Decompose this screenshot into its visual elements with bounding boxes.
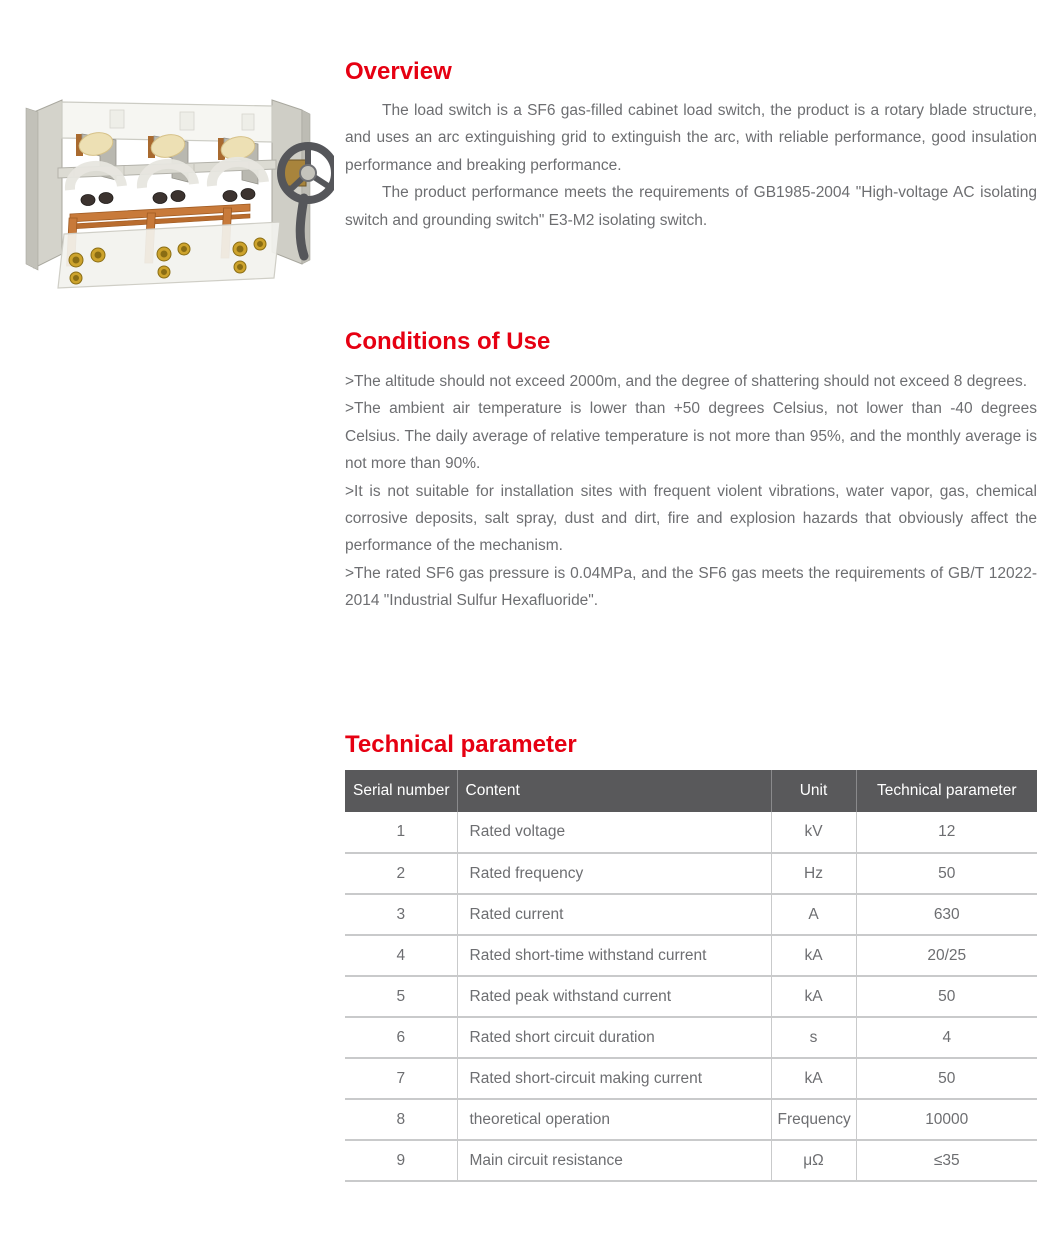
table-cell: theoretical operation bbox=[457, 1099, 771, 1140]
table-cell: Frequency bbox=[771, 1099, 856, 1140]
table-cell: A bbox=[771, 894, 856, 935]
table-cell: Rated voltage bbox=[457, 812, 771, 853]
table-cell: Rated peak withstand current bbox=[457, 976, 771, 1017]
table-cell: 5 bbox=[345, 976, 457, 1017]
conditions-text bbox=[345, 368, 1037, 615]
table-cell: 6 bbox=[345, 1017, 457, 1058]
table-row bbox=[345, 853, 1037, 894]
table-cell: 50 bbox=[856, 853, 1037, 894]
table-cell: kA bbox=[771, 1058, 856, 1099]
condition-item: >The rated SF6 gas pressure is 0.04MPa, and the SF6 gas meets the requirements of GB/T 12022-2014 "Industrial Sulfur Hexafluoride". bbox=[345, 564, 1037, 610]
table-cell: Rated short-circuit making current bbox=[457, 1058, 771, 1099]
overview-paragraph: The load switch is a SF6 gas-filled cabinet load switch, the product is a rotary blade structure, and uses an arc extinguishing grid to extinguish the arc, with reliable performance, good insulation performance and breaking performance. bbox=[345, 102, 1037, 174]
overview-title: Overview bbox=[345, 58, 452, 85]
header-content: Content bbox=[457, 770, 771, 812]
table-cell: kA bbox=[771, 976, 856, 1017]
table-row bbox=[345, 1017, 1037, 1058]
table-header-row bbox=[345, 770, 1037, 812]
table-cell: 1 bbox=[345, 812, 457, 853]
table-cell: Hz bbox=[771, 853, 856, 894]
table-cell: 10000 bbox=[856, 1099, 1037, 1140]
table-row bbox=[345, 812, 1037, 853]
table-row bbox=[345, 1058, 1037, 1099]
header-technical-parameter: Technical parameter bbox=[856, 770, 1037, 812]
header-serial-number: Serial number bbox=[345, 770, 457, 812]
overview-text bbox=[345, 97, 1037, 234]
condition-item: >The ambient air temperature is lower than +50 degrees Celsius, not lower than -40 degrees Celsius. The daily average of relative temperature is not more than 95%, and the monthly average is not more than 90%. bbox=[345, 400, 1037, 473]
table-cell: 12 bbox=[856, 812, 1037, 853]
table-row bbox=[345, 1140, 1037, 1181]
table-cell: 50 bbox=[856, 976, 1037, 1017]
table-cell: 20/25 bbox=[856, 935, 1037, 976]
conditions-title: Conditions of Use bbox=[345, 328, 551, 355]
table-cell: 630 bbox=[856, 894, 1037, 935]
table-cell: kA bbox=[771, 935, 856, 976]
table-row bbox=[345, 976, 1037, 1017]
table-cell: ≤35 bbox=[856, 1140, 1037, 1181]
table-cell: 8 bbox=[345, 1099, 457, 1140]
technical-title: Technical parameter bbox=[345, 731, 577, 758]
table-cell: 3 bbox=[345, 894, 457, 935]
overview-paragraph: The product performance meets the requirements of GB1985-2004 "High-voltage AC isolating switch and grounding switch" E3-M2 isolating switch. bbox=[345, 184, 1037, 229]
header-unit: Unit bbox=[771, 770, 856, 812]
product-image bbox=[14, 48, 334, 290]
table-cell: 9 bbox=[345, 1140, 457, 1181]
table-cell: μΩ bbox=[771, 1140, 856, 1181]
table-cell: 50 bbox=[856, 1058, 1037, 1099]
table-row bbox=[345, 1099, 1037, 1140]
table-cell: Main circuit resistance bbox=[457, 1140, 771, 1181]
table-cell: 2 bbox=[345, 853, 457, 894]
table-cell: 4 bbox=[856, 1017, 1037, 1058]
table-row bbox=[345, 894, 1037, 935]
load-switch-illustration bbox=[14, 48, 334, 290]
table-cell: 7 bbox=[345, 1058, 457, 1099]
table-cell: kV bbox=[771, 812, 856, 853]
table-cell: Rated frequency bbox=[457, 853, 771, 894]
condition-item: >The altitude should not exceed 2000m, and the degree of shattering should not exceed 8 degrees. bbox=[345, 373, 1028, 390]
table-row bbox=[345, 935, 1037, 976]
table-cell: Rated short circuit duration bbox=[457, 1017, 771, 1058]
table-cell: Rated current bbox=[457, 894, 771, 935]
table-cell: 4 bbox=[345, 935, 457, 976]
tech-table-body bbox=[345, 812, 1037, 1181]
table-cell: s bbox=[771, 1017, 856, 1058]
technical-parameter-table bbox=[345, 770, 1037, 1182]
condition-item: >It is not suitable for installation sites with frequent violent vibrations, water vapor, gas, chemical corrosive deposits, salt spray, dust and dirt, fire and explosion hazards that obviously affect the performance of the mechanism. bbox=[345, 482, 1037, 555]
table-cell: Rated short-time withstand current bbox=[457, 935, 771, 976]
